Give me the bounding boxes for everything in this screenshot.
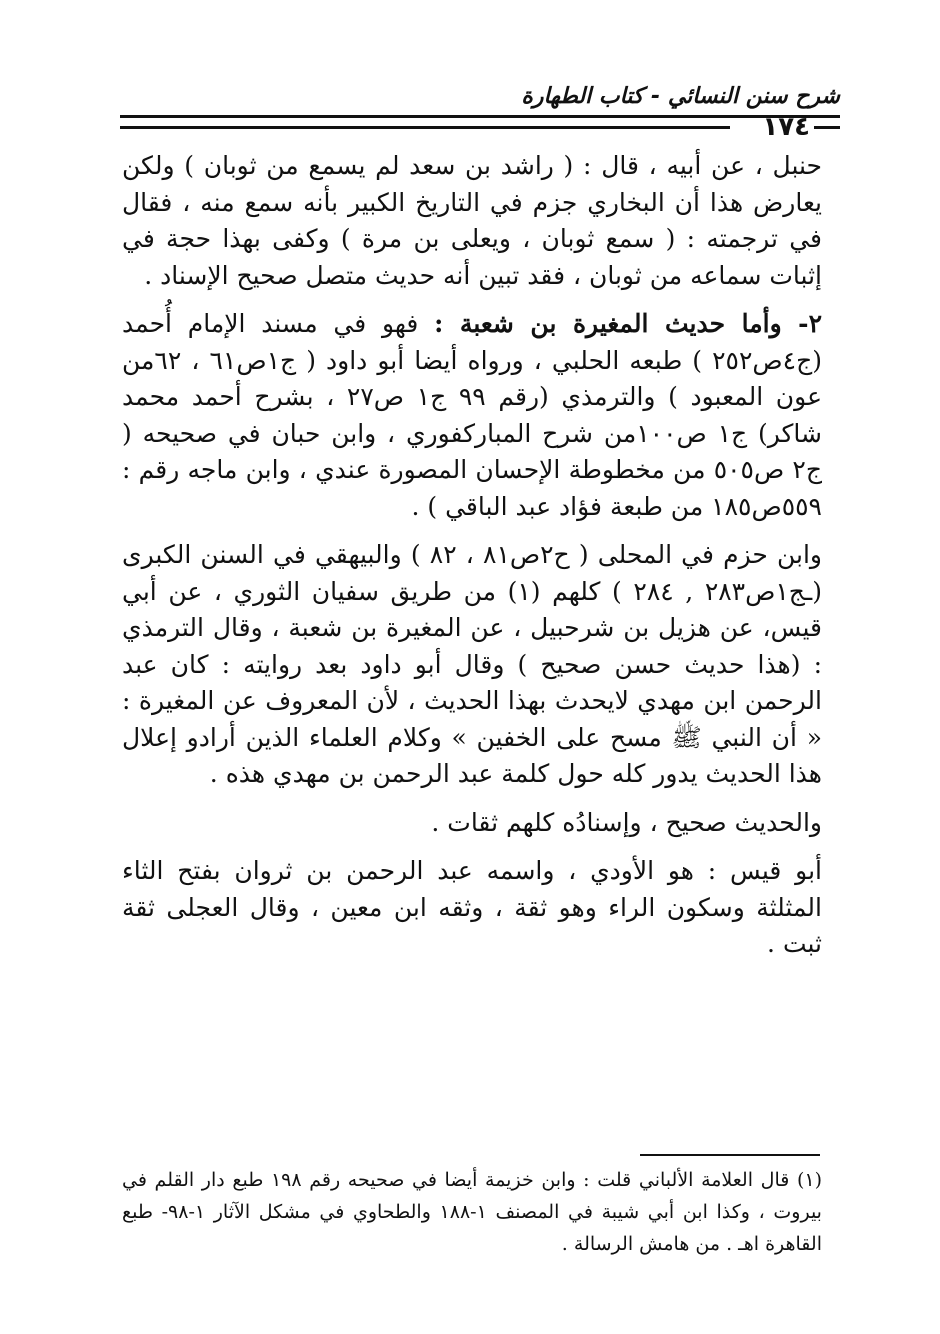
paragraph-1 (122, 148, 822, 294)
paragraph-4 (122, 805, 822, 842)
paragraph-5-text: أبو قيس : هو الأودي ، واسمه عبد الرحمن بن ثروان بفتح الثاء المثلثة وسكون الراء وهو ثقة ، وثقه ابن معين ، وقال العجلى ثقة ثبت . (122, 856, 822, 958)
running-title: شرح سنن النسائي - كتاب الطهارة (521, 84, 840, 109)
footnote-1: (١) قال العلامة الألباني قلت : وابن خزيمة أيضا في صحيحه رقم ١٩٨ طبع دار القلم في بيروت ، وكذا ابن أبي شيبة في المصنف ١-١٨٨ والطحاوي في مشكل الآثار ١-٩٨- طبع القاهرة اهـ . من هامش الرسالة . (122, 1169, 823, 1255)
paragraph-3 (122, 537, 822, 793)
paragraph-2-text: فهو في مسند الإمام أُحمد (ج٤ص٢٥٢ ) طبعه الحلبي ، ورواه أيضا أبو داود ( ج١ص٦١ ، ٦٢من عون المعبود ) والترمذي (رقم ٩٩ ج١ ص٢٧ ، بشرح أحمد محمد شاكر) ج١ ص١٠٠من شرح المباركفوري ، وابن حبان في صحيحه ( ج٢ ص٥٠٥ من مخطوطة الإحسان المصورة عندي ، وابن ماجه رقم : ٥٥٩ص١٨٥ من طبعة فؤاد عبد الباقي ) . (122, 309, 822, 521)
page-number-dash (814, 126, 840, 129)
body-text (122, 148, 822, 973)
page-number-rule (120, 126, 730, 129)
paragraph-1-text: حنبل ، عن أبيه ، قال : ( راشد بن سعد لم يسمع من ثوبان ) ولكن يعارض هذا أن البخاري جزم في التاريخ الكبير بأنه سمع منه ، فقال في ترجمته : ( سمع ثوبان ، ويعلى بن مرة ) وكفى بهذا حجة في إثبات سماعه من ثوبان ، فقد تبين أنه حديث متصل صحيح الإسناد . (122, 151, 822, 290)
paragraph-3-text: وابن حزم في المحلى ( ح٢ص٨١ ، ٨٢ ) والبيهقي في السنن الكبرى (ـج١ص٢٨٣ , ٢٨٤ ) كلهم (١) من طريق سفيان الثوري ، عن أبي قيس، عن هزيل بن شرحبيل ، عن المغيرة بن شعبة ، وقال الترمذي : (هذا حديث حسن صحيح ) وقال أبو داود بعد روايته : كان عبد الرحمن ابن مهدي لايحدث بهذا الحديث ، لأن المعروف عن المغيرة : « أن النبي ﷺ مسح على الخفين » وكلام العلماء الذين أرادو إعلال هذا الحديث يدور كله حول كلمة عبد الرحمن بن مهدي هذه . (122, 540, 823, 788)
page-number-row (120, 112, 840, 146)
footnote-separator (640, 1154, 820, 1156)
footnotes (122, 1164, 822, 1260)
section-heading: ٢- وأما حديث المغيرة بن شعبة : (434, 309, 822, 338)
paragraph-4-text: والحديث صحيح ، وإسنادُه كلهم ثقات . (431, 807, 822, 837)
page-number: ١٧٤ (762, 112, 810, 142)
paragraph-2 (122, 306, 822, 525)
paragraph-5 (122, 853, 822, 963)
